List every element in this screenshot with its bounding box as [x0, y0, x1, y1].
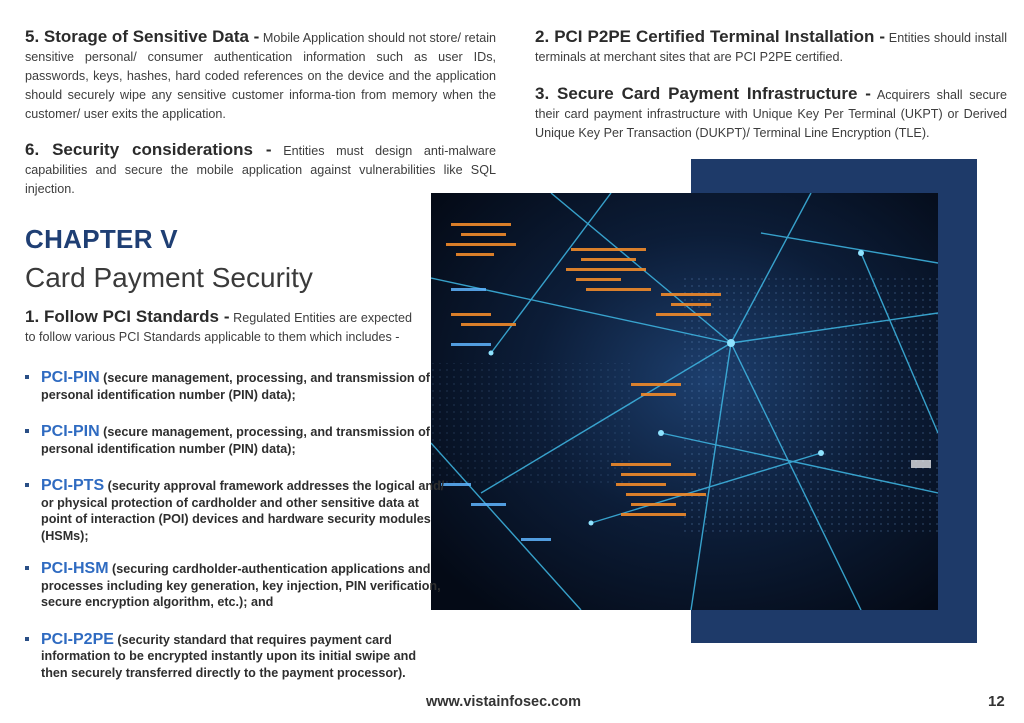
section-2-paragraph — [535, 27, 1007, 67]
page-number: 12 — [988, 693, 1005, 710]
bullet-marker — [25, 566, 29, 570]
section-3-body: Acquirers shall secure their card payment infrastructure with Unique Key Per Terminal (UKPT) or Derived Unique Key Per Transaction (DUKPT)/ Terminal Line Encryption (TLE). — [535, 88, 1007, 140]
bullet-marker — [25, 429, 29, 433]
bullet-marker — [25, 375, 29, 379]
section-5-body: Mobile Application should not store/ retain sensitive personal/ consumer authentication information such as user IDs, passwords, keys, hashes, hard coded references on the device and the application should securely wipe any sensitive customer informa-tion from memory when the customer/ user exits the application. — [25, 31, 496, 121]
section-6-heading: 6. Security considerations - — [25, 140, 272, 159]
bullet-marker — [25, 637, 29, 641]
standard-description: (securing cardholder-authentication applications and processes including key generation, key injection, PIN verification, secure encryption algorithm, etc.); and — [41, 562, 441, 609]
list-item — [25, 370, 445, 403]
standard-term: PCI-P2PE — [41, 630, 114, 648]
section-3-paragraph — [535, 84, 1007, 143]
network-data-image — [431, 193, 938, 610]
standard-term: PCI-HSM — [41, 560, 109, 577]
standard-description: (security approval framework addresses the logical and/ or physical protection of cardholder and other sensitive data at point of interaction (POI) devices and hardware security modules (HSMs); — [41, 479, 445, 543]
list-item — [25, 424, 445, 457]
chapter-label: CHAPTER V — [25, 224, 178, 254]
pci-standards-list — [25, 370, 445, 681]
bullet-marker — [25, 483, 29, 487]
section-2-body: Entities should install terminals at merchant sites that are PCI P2PE certified. — [535, 31, 1007, 64]
section-6-paragraph — [25, 140, 496, 199]
list-item — [25, 561, 445, 611]
section-5-heading: 5. Storage of Sensitive Data - — [25, 27, 260, 46]
website-url: www.vistainfosec.com — [426, 694, 581, 710]
standard-term: PCI-PTS — [41, 477, 105, 494]
list-item — [25, 478, 445, 544]
standard-term: PCI-PIN — [41, 369, 100, 386]
section-3-heading: 3. Secure Card Payment Infrastructure - — [535, 84, 871, 103]
standard-description: (security standard that requires payment card information to be encrypted instantly upon its initial swipe and then securely transferred directly to the payment processor). — [41, 632, 417, 680]
chapter-title: Card Payment Security — [25, 262, 313, 293]
section-1-paragraph — [25, 307, 412, 347]
standard-description: (secure management, processing, and transmission of personal identification number (PIN) data); — [41, 425, 430, 456]
section-1-heading: 1. Follow PCI Standards - — [25, 307, 230, 326]
section-6-body: Entities must design anti-malware capabilities and secure the mobile application against vulnerabilities like SQL injection. — [25, 144, 496, 196]
section-2-heading: 2. PCI P2PE Certified Terminal Installation - — [535, 27, 886, 46]
standard-description: (secure management, processing, and transmission of personal identification number (PIN) data); — [41, 371, 430, 402]
standard-term: PCI-PIN — [41, 423, 100, 440]
section-1-body: Regulated Entities are expected to follow various PCI Standards applicable to them which includes - — [25, 311, 412, 344]
section-5-paragraph — [25, 27, 496, 124]
list-item — [25, 632, 445, 682]
